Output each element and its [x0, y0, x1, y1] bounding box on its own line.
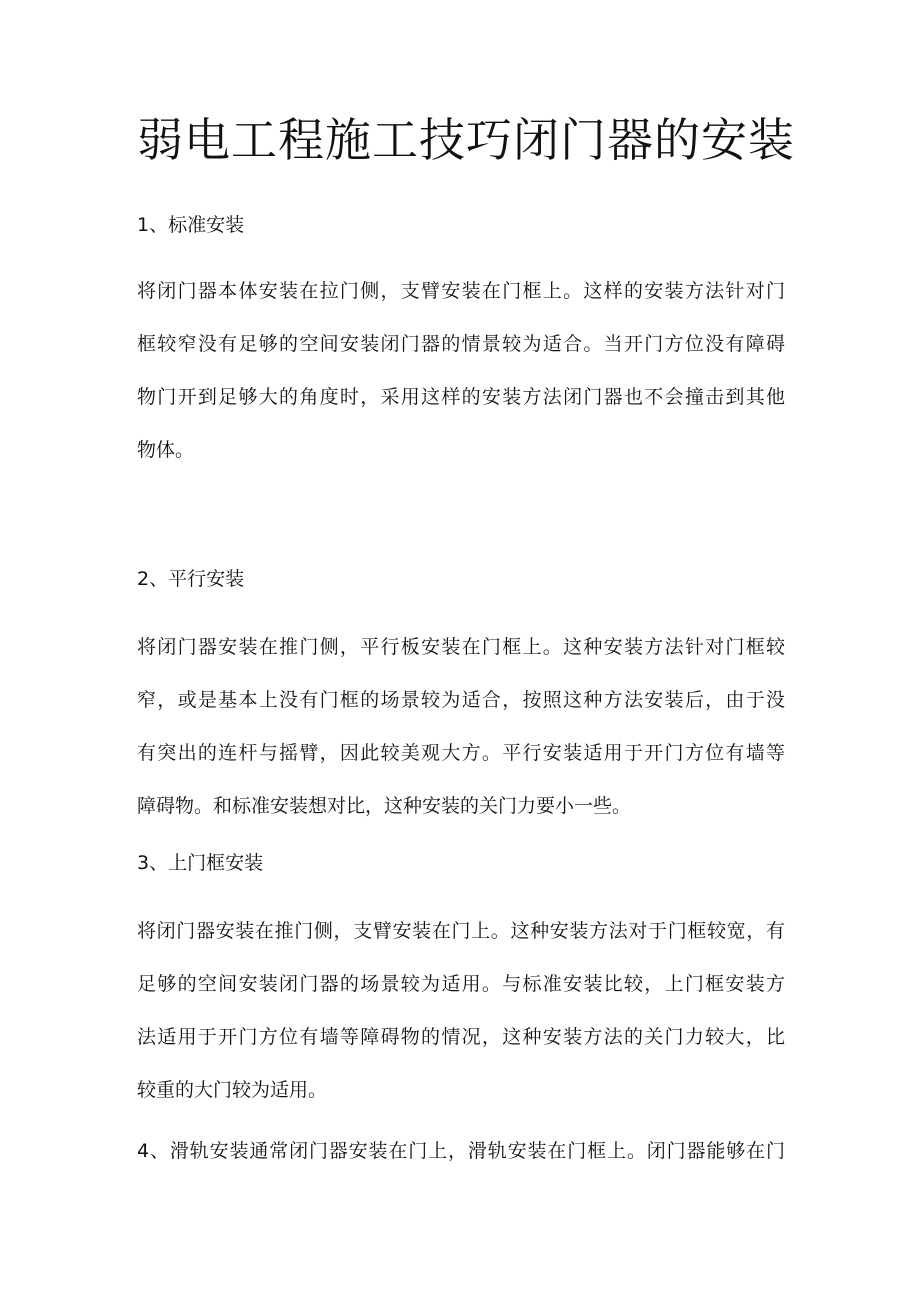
paragraph-line: 框较窄没有足够的空间安装闭门器的情景较为适合。当开门方位没有障碍	[137, 333, 785, 355]
paragraph-line: 窄，或是基本上没有门框的场景较为适合，按照这种方法安装后，由于没	[137, 689, 785, 711]
paragraph-line: 物门开到足够大的角度时，采用这样的安装方法闭门器也不会撞击到其他	[137, 386, 785, 408]
paragraph-line: 将闭门器安装在推门侧，平行板安装在门框上。这种安装方法针对门框较	[137, 636, 785, 658]
section-heading-1: 1、标准安装	[137, 214, 245, 236]
section-heading-3: 3、上门框安装	[137, 852, 264, 874]
paragraph-line: 将闭门器安装在推门侧，支臂安装在门上。这种安装方法对于门框较宽，有	[137, 920, 785, 942]
section-paragraph-4	[137, 1125, 785, 1178]
section-paragraph-1	[137, 265, 785, 477]
paragraph-line: 障碍物。和标准安装想对比，这种安装的关门力要小一些。	[137, 795, 632, 817]
section-paragraph-3	[137, 905, 785, 1117]
section-heading-4: 4、滑轨安装通常闭门器安装在门上，滑轨安装在门框上。闭门器能够在门	[137, 1140, 785, 1162]
section-heading-2: 2、平行安装	[137, 568, 245, 590]
paragraph-line: 法适用于开门方位有墙等障碍物的情况，这种安装方法的关门力较大，比	[137, 1026, 785, 1048]
paragraph-line: 物体。	[137, 439, 195, 461]
paragraph-line: 有突出的连杆与摇臂，因此较美观大方。平行安装适用于开门方位有墙等	[137, 742, 785, 764]
paragraph-line: 较重的大门较为适用。	[137, 1079, 328, 1101]
section-paragraph-2	[137, 621, 785, 833]
document-title: 弱电工程施工技巧闭门器的安装	[137, 113, 795, 167]
paragraph-line: 将闭门器本体安装在拉门侧，支臂安装在门框上。这样的安装方法针对门	[137, 280, 785, 302]
paragraph-line: 足够的空间安装闭门器的场景较为适用。与标准安装比较，上门框安装方	[137, 973, 785, 995]
